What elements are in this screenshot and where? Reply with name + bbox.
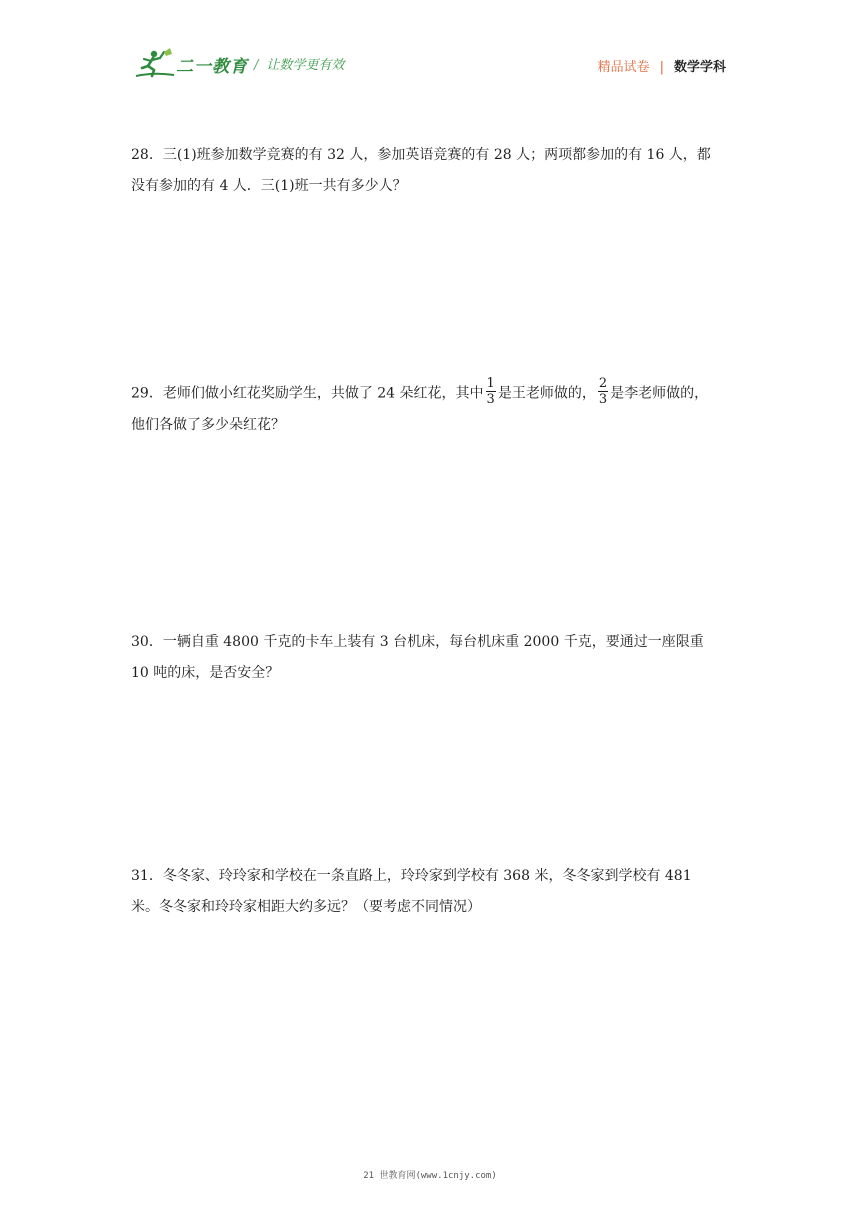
question-number: 30． [131, 634, 163, 650]
question-line [131, 378, 731, 410]
question-31 [131, 861, 731, 923]
brand-name: 二一教育 [176, 57, 248, 77]
question-text: 三(1)班参加数学竞赛的有 32 人，参加英语竞赛的有 28 人；两项都参加的有 16 人，都 [162, 147, 711, 163]
question-text: 一辆自重 4800 千克的卡车上装有 3 台机床，每台机床重 2000 千克，要通过一座限重 [162, 634, 704, 650]
question-30 [131, 627, 731, 689]
slogan-text: 让数学更有效 [266, 58, 345, 73]
question-line: 米。冬冬家和玲玲家相距大约多远？（要考虑不同情况） [131, 899, 481, 915]
slogan [254, 54, 344, 73]
fraction-two-thirds [598, 376, 608, 407]
question-line [131, 140, 731, 171]
header-separator: | [659, 60, 664, 75]
question-number: 29． [131, 385, 163, 402]
question-line: 他们各做了多少朵红花？ [131, 416, 285, 433]
fraction-denominator: 3 [598, 392, 608, 407]
question-text: 冬冬家、玲玲家和学校在一条直路上，玲玲家到学校有 368 米，冬冬家到学校有 481 [162, 868, 692, 884]
page-header [0, 0, 860, 110]
slogan-divider: / [254, 58, 259, 73]
fraction-denominator: 3 [486, 392, 495, 407]
subject-tag: 数学学科 [673, 60, 726, 75]
question-line: 10 吨的床，是否安全？ [131, 665, 280, 681]
header-tags [598, 56, 726, 75]
fraction-one-third [486, 376, 496, 407]
question-line [131, 627, 731, 658]
question-number: 31． [131, 868, 163, 884]
page-footer: 21 世教育网(www.1cnjy.com) [363, 1171, 497, 1181]
question-28 [131, 140, 731, 202]
question-number: 28． [131, 147, 163, 163]
fraction-numerator: 2 [598, 376, 608, 391]
question-line [131, 861, 731, 892]
fraction-numerator: 1 [486, 376, 495, 391]
question-line: 没有参加的有 4 人．三(1)班一共有多少人？ [131, 178, 407, 194]
question-text: 是李老师做的， [610, 385, 709, 402]
question-29 [131, 378, 731, 441]
question-text: 老师们做小红花奖励学生，共做了 24 朵红花，其中 [162, 385, 484, 402]
quality-tag: 精品试卷 [597, 60, 650, 75]
question-text: 是王老师做的， [497, 385, 596, 402]
